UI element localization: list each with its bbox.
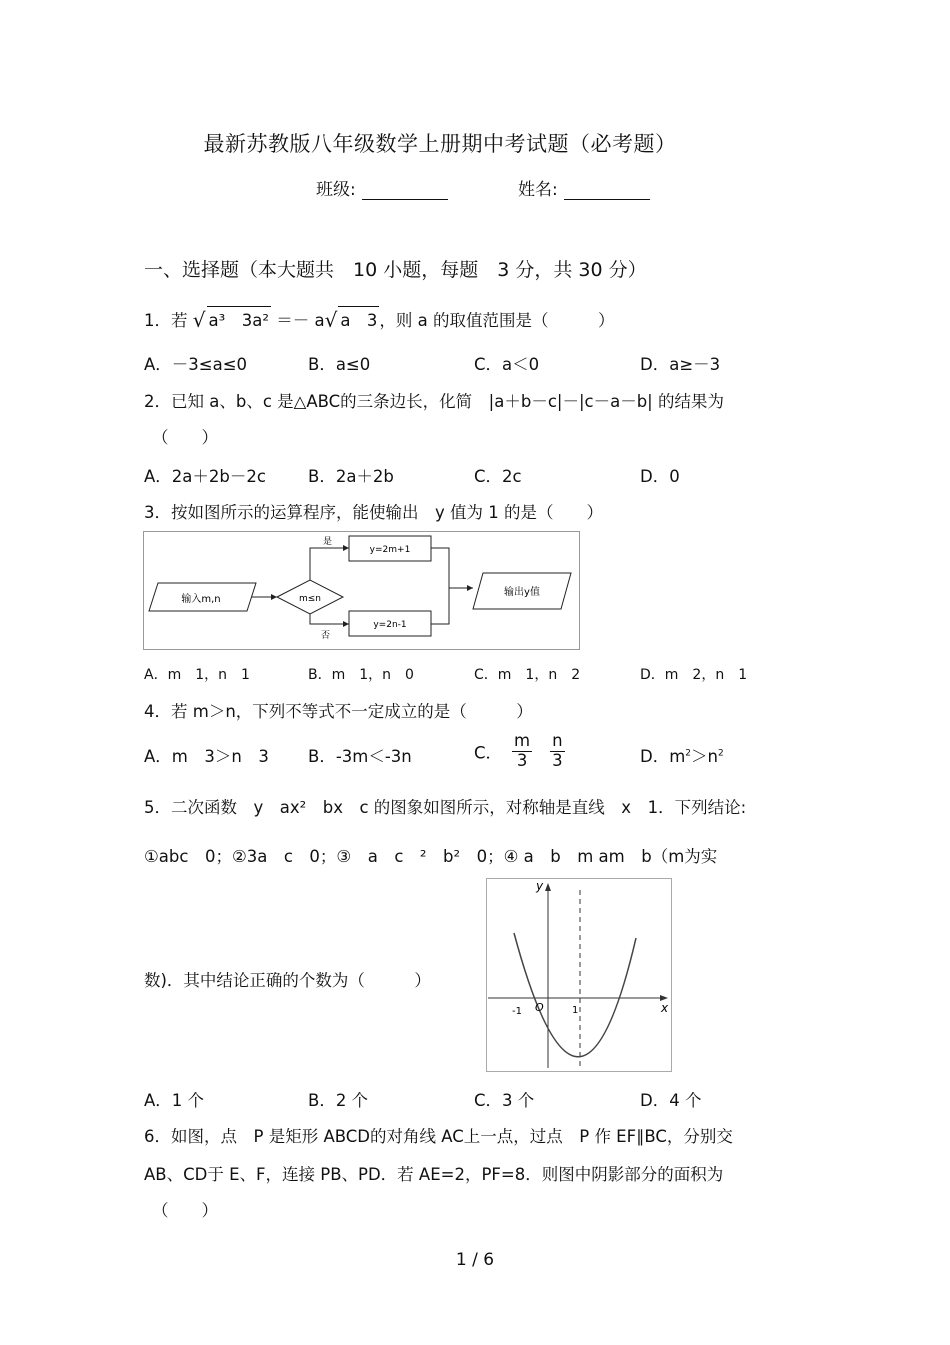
q3-option-b: B．m 1，n 0 bbox=[308, 667, 414, 683]
q1-option-d: D．a≥－3 bbox=[640, 355, 721, 374]
question-2-paren: （ ） bbox=[152, 428, 218, 447]
q3-option-c: C．m 1，n 2 bbox=[474, 667, 581, 683]
q4-option-d: D．$m^2>n^2$ bbox=[640, 747, 724, 766]
top-process-text: y=2m+1 bbox=[369, 545, 411, 555]
radical-sign: √ bbox=[324, 308, 338, 332]
tick-neg1: -1 bbox=[512, 1006, 522, 1017]
class-blank bbox=[362, 181, 448, 200]
q1-option-c: C．a＜0 bbox=[474, 355, 540, 374]
q3-option-d: D．m 2，n 1 bbox=[640, 667, 748, 683]
q2-option-b: B．2a＋2b bbox=[308, 467, 394, 486]
tick-1: 1 bbox=[572, 1005, 579, 1016]
q3-option-a: A．m 1，n 1 bbox=[144, 667, 250, 683]
q2-option-c: C．2c bbox=[474, 467, 522, 486]
q4-option-a: A．m 3＞n 3 bbox=[144, 747, 269, 766]
question-6-paren: （ ） bbox=[152, 1201, 218, 1220]
question-6: 6．如图，点 P 是矩形 ABCD的对角线 AC上一点，过点 P 作 EF∥BC，分别交 bbox=[144, 1127, 733, 1146]
no-label: 否 bbox=[321, 631, 331, 641]
y-label: y bbox=[536, 879, 544, 893]
class-field bbox=[316, 175, 448, 200]
question-5-ask: 数)．其中结论正确的个数为（ ） bbox=[144, 971, 431, 990]
question-5: 5．二次函数 y ax² bx c 的图象如图所示，对称轴是直线 x 1．下列结论: bbox=[144, 798, 747, 817]
question-4: 4．若 m＞n，下列不等式不一定成立的是（ ） bbox=[144, 702, 533, 721]
parabola-graph bbox=[486, 878, 672, 1072]
input-text: 输入m,n bbox=[181, 594, 221, 605]
yes-label: 是 bbox=[323, 537, 333, 547]
page-number: 1 / 6 bbox=[455, 1250, 495, 1270]
question-1: 1．若 √ a³ 3a² ＝－ a√ a 3 ，则 a 的取值范围是（ ） bbox=[144, 308, 615, 332]
q4-option-b: B．-3m＜-3n bbox=[308, 747, 412, 766]
page-title: 最新苏教版八年级数学上册期中考试题（必考题） bbox=[203, 132, 677, 156]
q5-option-d: D．4 个 bbox=[640, 1091, 702, 1110]
name-label: 姓名: bbox=[518, 180, 558, 200]
name-blank bbox=[564, 181, 650, 200]
q1-option-a: A．－3≤a≤0 bbox=[144, 355, 248, 374]
q4-option-c: C． $\frac{m}{3}$ $\frac{n}{3}$ bbox=[474, 731, 563, 770]
q5-option-a: A．1 个 bbox=[144, 1091, 205, 1110]
question-2: 2．已知 a、b、c 是△ABC的三条边长，化简 |a＋b－c|－|c－a－b| 的结果为 bbox=[144, 392, 724, 411]
output-text: 输出y值 bbox=[504, 587, 540, 598]
question-5-conclusions: ①abc 0；②3a c 0；③ a c ² b² 0；④ a b m am b（m为实 bbox=[144, 847, 718, 866]
bottom-process-text: y=2n-1 bbox=[373, 620, 407, 630]
class-label: 班级: bbox=[316, 180, 356, 200]
q2-option-d: D．0 bbox=[640, 467, 680, 486]
q5-option-b: B．2 个 bbox=[308, 1091, 369, 1110]
graph-frame bbox=[487, 879, 672, 1072]
name-field bbox=[518, 175, 650, 200]
q1-option-b: B．a≤0 bbox=[308, 355, 371, 374]
question-6-line2: AB、CD于 E、F，连接 PB、PD．若 AE=2，PF=8．则图中阴影部分的面积为 bbox=[144, 1165, 724, 1184]
q2-option-a: A．2a＋2b－2c bbox=[144, 467, 266, 486]
condition-text: m≤n bbox=[298, 594, 322, 604]
flowchart bbox=[143, 531, 580, 650]
question-3: 3．按如图所示的运算程序，能使输出 y 值为 1 的是（ ） bbox=[144, 503, 603, 522]
q5-option-c: C．3 个 bbox=[474, 1091, 535, 1110]
x-label: x bbox=[661, 1001, 669, 1015]
origin-label: O bbox=[535, 1001, 544, 1014]
radical-sign: √ bbox=[192, 308, 206, 332]
section-heading: 一、选择题（本大题共 10 小题，每题 3 分，共 30 分） bbox=[144, 259, 647, 281]
